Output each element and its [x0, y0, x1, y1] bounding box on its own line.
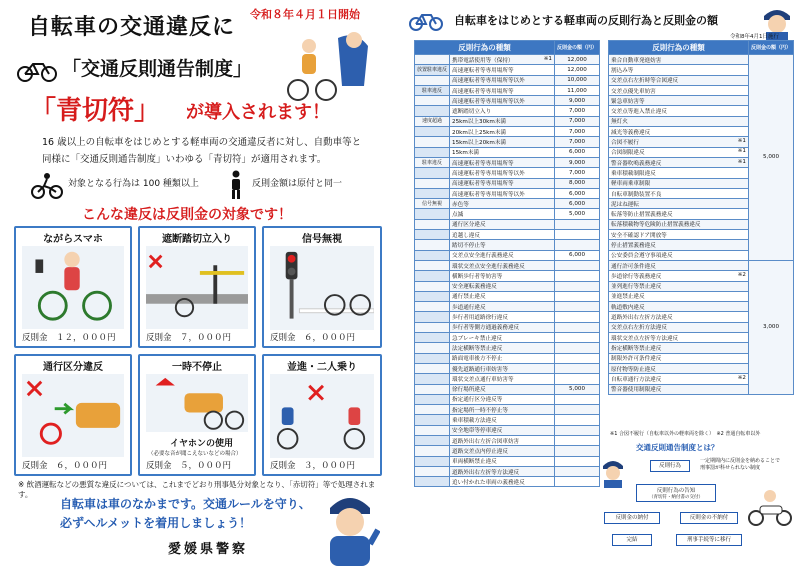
table-row [609, 55, 794, 65]
table-row [415, 219, 600, 229]
earphone-note: （必要な音が聞こえないなどの場合） [148, 451, 242, 457]
smartphone-illustration [22, 246, 124, 329]
violation-name: 路面電車後方不停止 [450, 353, 555, 363]
card-stop-earphone: 一時不停止 イヤホンの使用 （必要な音が聞こえないなどの場合） 反則金 ５，０００円 [138, 354, 256, 476]
violation-name: 指定横断等禁止違反 [609, 343, 749, 353]
stop-illustration [146, 374, 248, 432]
flow-done: 完結 [612, 534, 652, 546]
table-row [415, 477, 600, 487]
violation-name: 高速運転者等専用場所等以外 [450, 75, 555, 85]
violation-name: 交差点右左折方法違反 [609, 322, 749, 332]
violation-name: 横断歩行者等妨害等 [450, 271, 555, 281]
table-row [415, 188, 600, 198]
fine-value: 9,000 [554, 96, 599, 106]
fine-value [554, 343, 599, 353]
violation-name: 軌道敷内違反 [609, 302, 749, 312]
violation-name: 徐行場所違反 [450, 384, 555, 394]
signal-illustration [270, 246, 374, 330]
violation-name: 停止措置義務違反 [609, 240, 749, 250]
fine-value: 6,000 [554, 147, 599, 157]
violation-name: 交差点等進入禁止違反 [609, 106, 749, 116]
card-side-by-side: 並進・二人乗り 反則金 ３，０００円 [262, 354, 382, 476]
violation-name: 原付物等防止違反 [609, 363, 749, 373]
fine-value [554, 477, 599, 487]
fine-value: 7,000 [554, 127, 599, 137]
violation-name: 公安委員会遵守事項違反 [609, 250, 749, 260]
fine-value [554, 405, 599, 415]
violation-name: 合図制限違反 ※1 [609, 147, 749, 157]
cyclists-illustration [276, 28, 376, 106]
table-row [415, 260, 600, 270]
violation-name: 高速運転者等専用場所等以外 [450, 96, 555, 106]
violation-name: 緊急車妨害等 [609, 96, 749, 106]
intro-text: 16 歳以上の自転車をはじめとする軽車両の交通違反者に対し、自動車等と 同様に「交通反則通告制度」いわゆる「青切符」が適用されます。 [42, 137, 362, 165]
fine-value: 5,000 [748, 55, 793, 261]
table-row [415, 96, 600, 106]
fine-value [554, 363, 599, 373]
fine-value [554, 425, 599, 435]
violation-name: 踏切不停止等 [450, 240, 555, 250]
table-row [415, 55, 600, 65]
fine-value: 5,000 [554, 209, 599, 219]
table-row [415, 281, 600, 291]
fine-value [554, 466, 599, 476]
violation-name: 指定通行区分違反等 [450, 394, 555, 404]
fine-value [554, 435, 599, 445]
card-signal: 信号無視 反則金 ６，０００円 [262, 226, 382, 348]
table-row [415, 312, 600, 322]
card-lane-violation: 通行区分違反 反則金 ６，０００円 [14, 354, 132, 476]
table-row [415, 250, 600, 260]
flow-court: 刑事手続等に移行 [676, 534, 742, 546]
table-footnote: ※1 合図不履行（自転車以外の軽車両を除く） ※2 普通自転車以外 [610, 431, 761, 437]
flow-violation: 反則行為 [650, 460, 690, 472]
violation-name: 転落積載物等危険防止措置義務違反 [609, 219, 749, 229]
violation-name: 交差点安全進行義務違反 [450, 250, 555, 260]
table-row [609, 260, 794, 270]
violation-name: 軽車両乗車制限 [609, 178, 749, 188]
fine-value [554, 333, 599, 343]
violation-name: 指定場所一時不停止等 [450, 405, 555, 415]
fine-value [554, 291, 599, 301]
table-row [415, 353, 600, 363]
violation-name: 制限外許可条件違反 [609, 353, 749, 363]
poster-title: 自転車の交通違反に [28, 15, 236, 40]
earphone-label: イヤホンの使用 [170, 439, 234, 449]
flow-notice: 反則行為の告知 （青切符・納付書の交付） [636, 484, 716, 502]
poster-subtitle: 「交通反則通告制度」 [62, 58, 253, 80]
violation-name: 高速運転者等専用場所等 [450, 178, 555, 188]
fine-value: 3,000 [748, 260, 793, 394]
table-row [415, 435, 600, 445]
fine-value: 8,000 [554, 178, 599, 188]
violation-name: 割込み等 [609, 65, 749, 75]
violation-name: 高速運転者等専用場所等 [450, 65, 555, 75]
violation-name: 法定横断等禁止違反 [450, 343, 555, 353]
bicycle-icon [408, 10, 444, 32]
violation-name: 通行許可条件違反 [609, 260, 749, 270]
officer-illustration [320, 488, 380, 566]
table-row [415, 384, 600, 394]
poster-left [0, 0, 392, 575]
table-row [415, 466, 600, 476]
police-name: 愛媛県警察 [168, 542, 249, 557]
fine-value [554, 415, 599, 425]
violation-name: 減光等義務違反 [609, 127, 749, 137]
fine-value [554, 271, 599, 281]
violation-name: 追越し違反 [450, 230, 555, 240]
violation-name: 環状交差点安全進行義務違反 [450, 260, 555, 270]
target-count-note: 対象となる行為は 100 種類以上 [68, 179, 199, 189]
side-by-side-illustration [270, 374, 374, 458]
fine-value [554, 456, 599, 466]
fine-value: 12,000 [554, 65, 599, 75]
violation-name: 高速運転者等専用場所等 [450, 85, 555, 95]
flow-nopay: 反則金の不納付 [680, 512, 738, 524]
violation-name: 道路外出右左折方法違反 [609, 312, 749, 322]
fine-value [554, 230, 599, 240]
violation-name: 自転車通行方法違反 ※2 [609, 374, 749, 384]
table-row [415, 415, 600, 425]
violation-name: 追い付かれた車両の義務違反 [450, 477, 555, 487]
violation-name: 歩行者等側方通過義務違反 [450, 322, 555, 332]
fine-value [554, 219, 599, 229]
violation-name: 環状交差点通行車妨害等 [450, 374, 555, 384]
violation-name: 安全不確認ドア開放等 [609, 230, 749, 240]
table-row [415, 271, 600, 281]
violation-name: 車両横断禁止違反 [450, 456, 555, 466]
table-row [415, 446, 600, 456]
fine-value [554, 353, 599, 363]
table-row: 信号無視 赤色等 6,000 [415, 199, 600, 209]
table-row [415, 302, 600, 312]
violation-name: 乗車積載制限違反 [609, 168, 749, 178]
table-row [415, 291, 600, 301]
violation-name: 歩道通行違反 [450, 302, 555, 312]
fine-value: 7,000 [554, 137, 599, 147]
cyclist-icon [30, 172, 64, 200]
violation-name: 合図不履行 ※1 [609, 137, 749, 147]
fine-value: 12,000 [554, 55, 599, 65]
violation-name: 通行禁止違反 [450, 291, 555, 301]
violation-name: 並進禁止違反 [609, 291, 749, 301]
table-row [415, 343, 600, 353]
violation-name: 歩行者用道路徐行違反 [450, 312, 555, 322]
officer-motorbike-icon [746, 486, 794, 526]
violation-name: 警音器吹鳴義務違反 ※1 [609, 157, 749, 167]
flow-description: 一定期間内に反則金を納めることで刑事罰が科せられない制度 [700, 458, 781, 471]
table-row: 駐車違反 高速運転者等専用場所等 9,000 [415, 157, 600, 167]
table-row [415, 75, 600, 85]
enforcement-date: 令和8年4月1日施行 [730, 34, 779, 40]
violation-name: 交差点優先車妨害 [609, 85, 749, 95]
headline: 「青切符」 [30, 96, 161, 126]
card-smartphone: ながらスマホ 反則金 １２，０００円 [14, 226, 132, 348]
table-row [415, 322, 600, 332]
violation-name: 高速運転者等専用場所等 [450, 157, 555, 167]
violation-name: 泥はね運転 [609, 199, 749, 209]
fine-value: 7,000 [554, 168, 599, 178]
table-row [415, 456, 600, 466]
violation-name: 乗合自動車発進妨害 [609, 55, 749, 65]
fine-value [554, 240, 599, 250]
fine-value: 6,000 [554, 250, 599, 260]
fine-value [554, 260, 599, 270]
violation-name: 優先道路通行車妨害等 [450, 363, 555, 373]
violation-name: 転落等防止措置義務違反 [609, 209, 749, 219]
table-row [415, 363, 600, 373]
table-row [415, 209, 600, 219]
violation-name: 遮断踏切立入り [450, 106, 555, 116]
fine-value [554, 446, 599, 456]
violation-cards [14, 226, 382, 476]
violation-name: 15km以上20km未満 [450, 137, 555, 147]
lane-illustration [22, 374, 124, 457]
flow-pay: 反則金の納付 [604, 512, 660, 524]
violation-name: 赤色等 [450, 199, 555, 209]
table-row [415, 147, 600, 157]
fine-value: 9,000 [554, 157, 599, 167]
table-row: 駐車違反 高速運転者等専用場所等 11,000 [415, 85, 600, 95]
table-row [415, 425, 600, 435]
table-row: 放置駐車違反 高速運転者等専用場所等 12,000 [415, 65, 600, 75]
fine-value [554, 374, 599, 384]
violation-name: 携帯電話使用等（保持） ※1 [450, 55, 555, 65]
fine-table-page [400, 0, 800, 575]
violation-name: 交差点右左折時等合図違反 [609, 75, 749, 85]
table-row [415, 168, 600, 178]
railroad-illustration [146, 246, 248, 329]
violation-name: 安全運転義務違反 [450, 281, 555, 291]
violation-name: 25km以上30km未満 [450, 116, 555, 126]
person-icon [228, 170, 244, 200]
table-row [415, 106, 600, 116]
headline-suffix: が導入されます！ [186, 102, 330, 123]
violation-name: 道路交差点内停止違反 [450, 446, 555, 456]
fine-value: 7,000 [554, 106, 599, 116]
officer-icon [600, 456, 626, 488]
fine-amount-note: 反則金額は原付と同一 [252, 179, 343, 189]
fine-value: 11,000 [554, 85, 599, 95]
fine-value: 6,000 [554, 188, 599, 198]
fine-value [554, 302, 599, 312]
violation-name: 安全地帯等停車違反 [450, 425, 555, 435]
fine-value [554, 322, 599, 332]
violation-name: 無灯火 [609, 116, 749, 126]
violation-name: 道路外出右左折等方法違反 [450, 466, 555, 476]
table-row [415, 127, 600, 137]
fine-value: 7,000 [554, 116, 599, 126]
card-railroad-crossing: 遮断踏切立入り 反則金 ７，０００円 [138, 226, 256, 348]
table-row [415, 374, 600, 384]
table-row [415, 178, 600, 188]
fine-value: 6,000 [554, 199, 599, 209]
violation-name: 15km未満 [450, 147, 555, 157]
fine-value [554, 281, 599, 291]
safety-slogan: 自転車は車のなかまです。交通ルールを守り、 必ずヘルメットを着用しましょう！ [60, 497, 311, 530]
section-heading: こんな違反は反則金の対象です！ [82, 207, 292, 223]
violation-name: 自転車制動装置不良 [609, 188, 749, 198]
violation-name: 乗車積載方法違反 [450, 415, 555, 425]
violation-name: 並列進行等禁止違反 [609, 281, 749, 291]
flow-question: 交通反則通告制度とは？ [636, 443, 719, 452]
violation-name: 20km以上25km未満 [450, 127, 555, 137]
fine-value: 5,000 [554, 384, 599, 394]
fine-value [554, 312, 599, 322]
table-row [415, 240, 600, 250]
start-date: 令和８年４月１日開始 [250, 8, 360, 21]
violation-name: 警音器使用制限違反 [609, 384, 749, 394]
bicycle-icon [16, 60, 58, 82]
table-row [415, 333, 600, 343]
fine-value: 10,000 [554, 75, 599, 85]
drunk-driving-note: ※ 飲酒運転などの悪質な違反については、これまでどおり刑事処分対象となり、「赤切符」等で処理されます。 [18, 480, 376, 499]
violation-name: 道路外出右左折合図車妨害 [450, 435, 555, 445]
table-row: 速度超過 25km以上30km未満 7,000 [415, 116, 600, 126]
violation-name: 点滅 [450, 209, 555, 219]
violation-name: 高速運転者等専用場所等以外 [450, 188, 555, 198]
violation-name: 環状交差点左折等方法違反 [609, 333, 749, 343]
table-row [415, 137, 600, 147]
violation-name: 通行区分違反 [450, 219, 555, 229]
violation-name: 高速運転者等専用場所等以外 [450, 168, 555, 178]
table-row [415, 394, 600, 404]
violation-name: 急ブレーキ禁止違反 [450, 333, 555, 343]
violation-name: 歩道徐行等義務違反 ※2 [609, 271, 749, 281]
table-row [415, 405, 600, 415]
fine-value [554, 394, 599, 404]
table-row [415, 230, 600, 240]
fine-table-right: 反則行為の種類 反則金の額（円） 乗合自動車発進妨害 5,000 割込み等 交差点右左折時等合図違反 交差点優先車妨害 緊急車妨害等 交差点等進入禁止違反 無灯火 減光等義務違反 合図不履行 ※1 合図制限違反 ※1 警音器吹鳴義務違反 ※1 乗車積載制限違反 軽車両乗車制限 自転車制動装置不良 泥はね運転 転落等防止措置義務違反 転落積載物等危険防止措置義務違反 安全不確認ドア開放等 停止措置義務違反 公安委員会遵守事項違反 通行許可条件違反 3,000 歩道徐行等義務違反 ※2 並列進行等禁止違反 並進禁止違反 軌道敷内違反 道路外出右左折方法違反 交差点右左折方法違反 環状交差点左折等方法違反 指定横断等禁止違反 制限外許可条件違反 原付物等防止違反 自転車通行方法違反 ※2 警音器使用制限違反 [608, 40, 794, 395]
fine-table-left: 反則行為の種類 反則金の額（円） 携帯電話使用等（保持） ※1 12,000 放置駐車違反 高速運転者等専用場所等 12,000 高速運転者等専用場所等以外 10,000 駐車違反 高速運転者等専用場所等 11,000 高速運転者等専用場所等以外 9,000 遮断踏切立入り 7,000 速度超過 25km以上30km未満 7,000 20km以上25km未満 7,000 15km以上20km未満 7,000 15km未満 6,000 駐車違反 高速運転者等専用場所等 9,000 高速運転者等専用場所等以外 7,000 高速運転者等専用場所等 8,000 高速運転者等専用場所等以外 6,000 信号無視 赤色等 6,000 点滅 5,000 通行区分違反 追越し違反 踏切不停止等 交差点安全進行義務違反 6,000 環状交差点安全進行義務違反 横断歩行者等妨害等 安全運転義務違反 通行禁止違反 歩道通行違反 歩行者用道路徐行違反 歩行者等側方通過義務違反 急ブレーキ禁止違反 法定横断等禁止違反 路面電車後方不停止 優先道路通行車妨害等 環状交差点通行車妨害等 徐行場所違反 5,000 指定通行区分違反等 指定場所一時不停止等 乗車積載方法違反 安全地帯等停車違反 道路外出右左折合図車妨害 道路交差点内停止違反 車両横断禁止違反 道路外出右左折等方法違反 追い付かれた車両の義務違反 [414, 40, 600, 487]
table-title: 自転車をはじめとする軽車両の反則行為と反則金の額 [454, 14, 718, 27]
